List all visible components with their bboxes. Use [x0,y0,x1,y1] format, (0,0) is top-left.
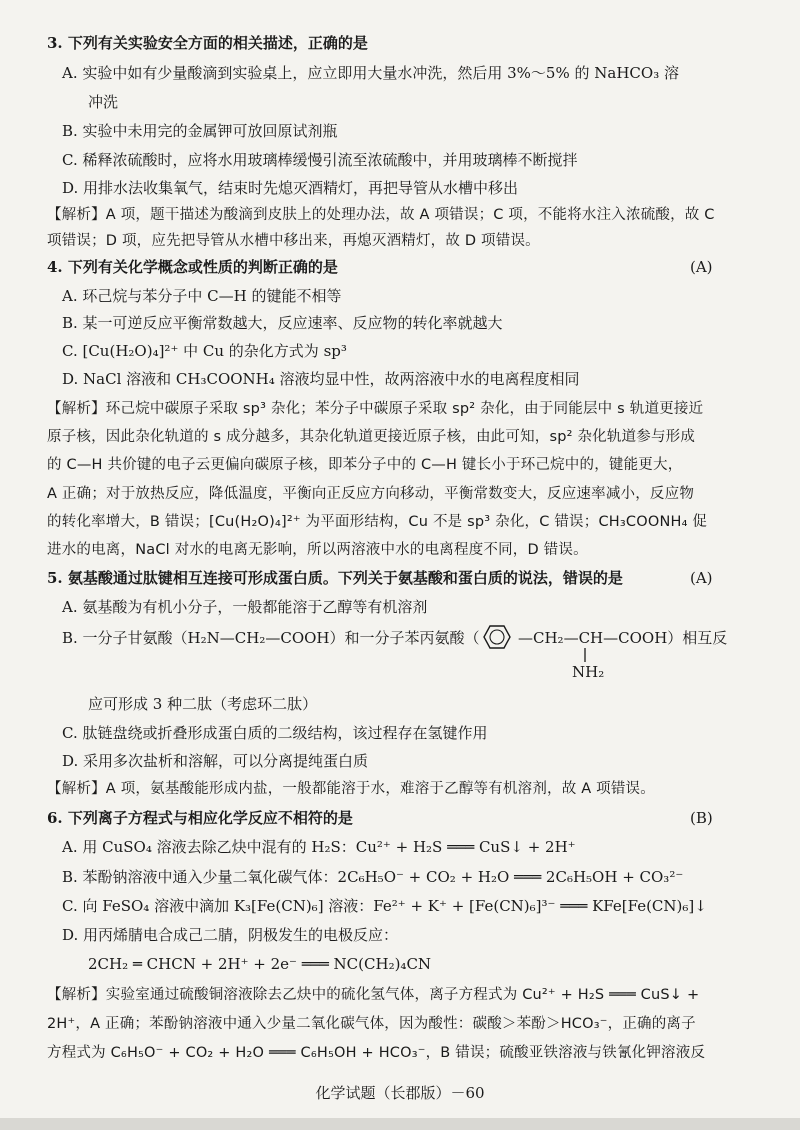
q6-analysis-2: 2H⁺，A 正确；苯酚钠溶液中通入少量二氧化碳气体，因为酸性：碳酸＞苯酚＞HCO₃⁻，正确的离子 [47,1016,696,1032]
q4-analysis-4: A 正确；对于放热反应，降低温度，平衡向正反应方向移动，平衡常数变大，反应速率减小，反应物 [47,486,695,502]
q4-option-c: C. [Cu(H₂O)₄]²⁺ 中 Cu 的杂化方式为 sp³ [62,342,347,360]
q4-analysis-6: 进水的电离，NaCl 对水的电离无影响，所以两溶液中水的电离程度不同，D 错误。 [47,542,588,558]
q4-analysis-3: 的 C—H 共价键的电子云更偏向碳原子核，即苯分子中的 C—H 键长小于环己烷中的，键能更大， [47,457,683,473]
q5-nh2-group: NH₂ [572,663,605,681]
q5-answer: (A) [690,569,713,587]
q4-answer: (A) [690,258,713,276]
q5-option-b: B. 一分子甘氨酸（H₂N—CH₂—COOH）和一分子苯丙氨酸（ [62,629,480,647]
q6-option-c: C. 向 FeSO₄ 溶液中滴加 K₃[Fe(CN)₆] 溶液：Fe²⁺ + K⁺ + [Fe(CN)₆]³⁻ ═══ KFe[Fe(CN)₆]↓ [62,897,707,915]
q3-analysis: 【解析】A 项，题干描述为酸滴到皮肤上的处理办法，故 A 项错误；C 项，不能将水注入浓硫酸，故 C [47,207,715,223]
q4-option-d: D. NaCl 溶液和 CH₃COONH₄ 溶液均显中性，故两溶液中水的电离程度相同 [62,370,580,388]
page-footer: 化学试题（长郡版）－60 [315,1084,485,1102]
q3-option-d: D. 用排水法收集氧气，结束时先熄灭酒精灯，再把导管从水槽中移出 [62,179,519,197]
q3-option-a-cont: 冲洗 [88,93,119,111]
q6-answer: (B) [690,809,713,827]
q3-option-b: B. 实验中未用完的金属钾可放回原试剂瓶 [62,122,338,140]
bond-line [582,648,588,662]
q6-option-d-equation: 2CH₂ ═ CHCN + 2H⁺ + 2e⁻ ═══ NC(CH₂)₄CN [88,955,432,973]
q5-option-c: C. 肽链盘绕或折叠形成蛋白质的二级结构，该过程存在氢键作用 [62,724,488,742]
q5-option-b-formula: —CH₂—CH—COOH）相互反 [518,629,728,647]
q4-option-b: B. 某一可逆反应平衡常数越大，反应速率、反应物的转化率就越大 [62,314,503,332]
q4-analysis-1: 【解析】环己烷中碳原子采取 sp³ 杂化；苯分子中碳原子采取 sp² 杂化，由于同能层中 s 轨道更接近 [47,401,704,417]
q6-analysis-3: 方程式为 C₆H₅O⁻ + CO₂ + H₂O ═══ C₆H₅OH + HCO₃⁻，B 错误；硫酸亚铁溶液与铁氰化钾溶液反 [47,1045,706,1061]
question-3-stem: 3. 下列有关实验安全方面的相关描述，正确的是 [47,34,368,52]
q5-analysis: 【解析】A 项，氨基酸能形成内盐，一般都能溶于水，难溶于乙醇等有机溶剂，故 A 项错误。 [47,781,655,797]
question-5-stem: 5. 氨基酸通过肽键相互连接可形成蛋白质。下列关于氨基酸和蛋白质的说法，错误的是 [47,569,623,587]
q6-option-b: B. 苯酚钠溶液中通入少量二氧化碳气体：2C₆H₅O⁻ + CO₂ + H₂O ═══ 2C₆H₅OH + CO₃²⁻ [62,868,684,886]
benzene-ring-icon [476,622,518,652]
scan-edge [0,1118,800,1130]
question-4-stem: 4. 下列有关化学概念或性质的判断正确的是 [47,258,338,276]
q4-analysis-2: 原子核，因此杂化轨道的 s 成分越多，其杂化轨道更接近原子核，由此可知，sp² 杂化轨道参与形成 [47,429,696,445]
q5-option-a: A. 氨基酸为有机小分子，一般都能溶于乙醇等有机溶剂 [62,598,428,616]
q3-analysis-cont: 项错误；D 项，应先把导管从水槽中移出来，再熄灭酒精灯，故 D 项错误。 [47,233,540,249]
q5-option-d: D. 采用多次盐析和溶解，可以分离提纯蛋白质 [62,752,369,770]
q3-option-c: C. 稀释浓硫酸时，应将水用玻璃棒缓慢引流至浓硫酸中，并用玻璃棒不断搅拌 [62,151,578,169]
q6-option-a: A. 用 CuSO₄ 溶液去除乙炔中混有的 H₂S：Cu²⁺ + H₂S ═══ CuS↓ + 2H⁺ [62,838,576,856]
q6-analysis-1: 【解析】实验室通过硫酸铜溶液除去乙炔中的硫化氢气体，离子方程式为 Cu²⁺ + H₂S ═══ CuS↓ + [47,987,700,1003]
question-6-stem: 6. 下列离子方程式与相应化学反应不相符的是 [47,809,353,827]
q3-option-a: A. 实验中如有少量酸滴到实验桌上，应立即用大量水冲洗，然后用 3%～5% 的 NaHCO₃ 溶 [62,64,679,82]
q4-option-a: A. 环己烷与苯分子中 C—H 的键能不相等 [62,287,342,305]
q6-option-d: D. 用丙烯腈电合成己二腈，阴极发生的电极反应： [62,926,399,944]
q4-analysis-5: 的转化率增大，B 错误；[Cu(H₂O)₄]²⁺ 为平面形结构，Cu 不是 sp³ 杂化，C 错误；CH₃COONH₄ 促 [47,514,708,530]
q5-option-b-cont: 应可形成 3 种二肽（考虑环二肽） [88,695,318,713]
